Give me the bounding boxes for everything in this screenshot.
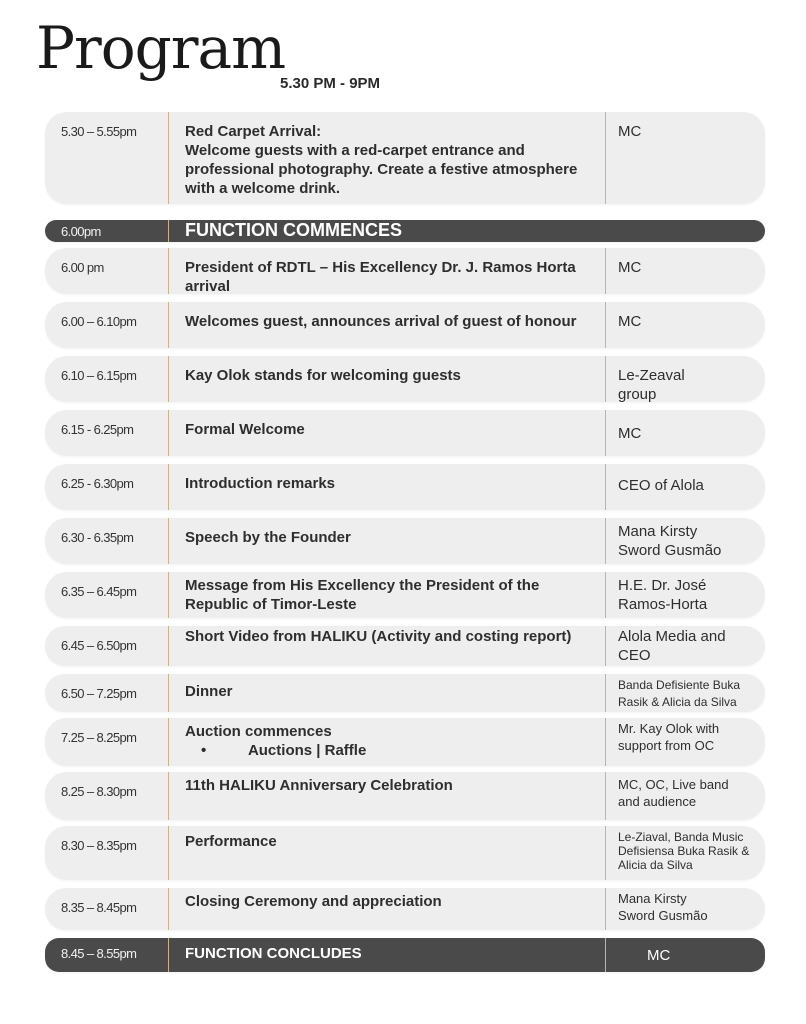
row-title: 11th HALIKU Anniversary Celebration	[185, 777, 453, 794]
row-time: 8.45 – 8.55pm	[61, 946, 137, 961]
row-time: 8.30 – 8.35pm	[61, 838, 137, 853]
row-title: President of RDTL – His Excellency Dr. J. Ramos Horta arrival	[185, 259, 576, 295]
row-time: 6.45 – 6.50pm	[61, 638, 137, 653]
row-title: Welcomes guest, announces arrival of guest of honour	[185, 313, 577, 330]
program-row	[45, 248, 765, 294]
row-title: FUNCTION COMMENCES	[185, 220, 402, 240]
row-title: Performance	[185, 833, 277, 850]
row-responsible: MC, OC, Live band and audience	[618, 777, 729, 809]
time-range: 5.30 PM - 9PM	[280, 75, 381, 92]
row-title: Short Video from HALIKU (Activity and costing report)	[185, 628, 572, 645]
row-responsible: Alola Media and CEO	[618, 628, 726, 664]
row-time: 6.00pm	[61, 224, 101, 239]
page-title: Program	[36, 14, 286, 82]
row-responsible: MC	[618, 425, 642, 442]
row-responsible: MC	[618, 123, 642, 140]
program-row	[45, 410, 765, 456]
program-row	[45, 772, 765, 820]
bullet-item: • Auctions | Raffle	[201, 742, 367, 759]
program-row	[45, 356, 765, 402]
row-responsible: Mana Kirsty Sword Gusmão	[618, 891, 708, 923]
row-time: 6.15 - 6.25pm	[61, 422, 134, 437]
row-responsible: MC	[647, 947, 671, 964]
program-row	[45, 302, 765, 348]
program-row	[45, 674, 765, 712]
program-row	[45, 826, 765, 880]
row-time: 6.00 pm	[61, 260, 104, 275]
row-time: 6.10 – 6.15pm	[61, 368, 137, 383]
row-time: 5.30 – 5.55pm	[61, 124, 137, 139]
program-row	[45, 718, 765, 766]
row-responsible: Le-Zeaval group	[618, 367, 685, 403]
function-concludes-bar	[45, 938, 765, 972]
row-responsible: Le-Ziaval, Banda Music Defisiensa Buka Rasik & Alicia da Silva	[618, 830, 750, 872]
row-title: Closing Ceremony and appreciation	[185, 893, 442, 910]
program-row	[45, 518, 765, 564]
row-time: 6.00 – 6.10pm	[61, 314, 137, 329]
row-time: 7.25 – 8.25pm	[61, 730, 137, 745]
row-responsible: H.E. Dr. José Ramos-Horta	[618, 577, 708, 613]
program-row	[45, 572, 765, 618]
row-time: 8.25 – 8.30pm	[61, 784, 137, 799]
row-title: FUNCTION CONCLUDES	[185, 945, 362, 962]
program-row	[45, 112, 765, 204]
row-title: Kay Olok stands for welcoming guests	[185, 367, 461, 384]
row-title: Message from His Excellency the President of the Republic of Timor-Leste	[185, 577, 540, 613]
row-time: 6.25 - 6.30pm	[61, 476, 134, 491]
row-responsible: MC	[618, 313, 642, 330]
row-title: Formal Welcome	[185, 421, 305, 438]
row-title: Dinner	[185, 683, 233, 700]
row-time: 8.35 – 8.45pm	[61, 900, 137, 915]
row-title: Auction commences	[185, 723, 332, 740]
row-responsible: CEO of Alola	[618, 477, 704, 494]
row-responsible: Banda Defisiente Buka Rasik & Alicia da Silva	[618, 678, 741, 709]
row-responsible: Mana Kirsty Sword Gusmão	[618, 523, 722, 559]
row-time: 6.30 - 6.35pm	[61, 530, 134, 545]
row-responsible: Mr. Kay Olok with support from OC	[618, 721, 720, 753]
row-time: 6.35 – 6.45pm	[61, 584, 137, 599]
row-title: Speech by the Founder	[185, 529, 351, 546]
row-time: 6.50 – 7.25pm	[61, 686, 137, 701]
function-commences-bar	[45, 220, 765, 242]
row-responsible: MC	[618, 259, 642, 276]
bullet-text: Auctions | Raffle	[247, 742, 367, 759]
program-row	[45, 888, 765, 930]
program-row	[45, 464, 765, 510]
row-title: Red Carpet Arrival:	[185, 123, 322, 140]
program-row	[45, 626, 765, 666]
row-desc: Welcome guests with a red-carpet entrance and professional photography. Create a festive atmosphere with a welcome drink.	[185, 142, 578, 197]
row-title: Introduction remarks	[185, 475, 336, 492]
